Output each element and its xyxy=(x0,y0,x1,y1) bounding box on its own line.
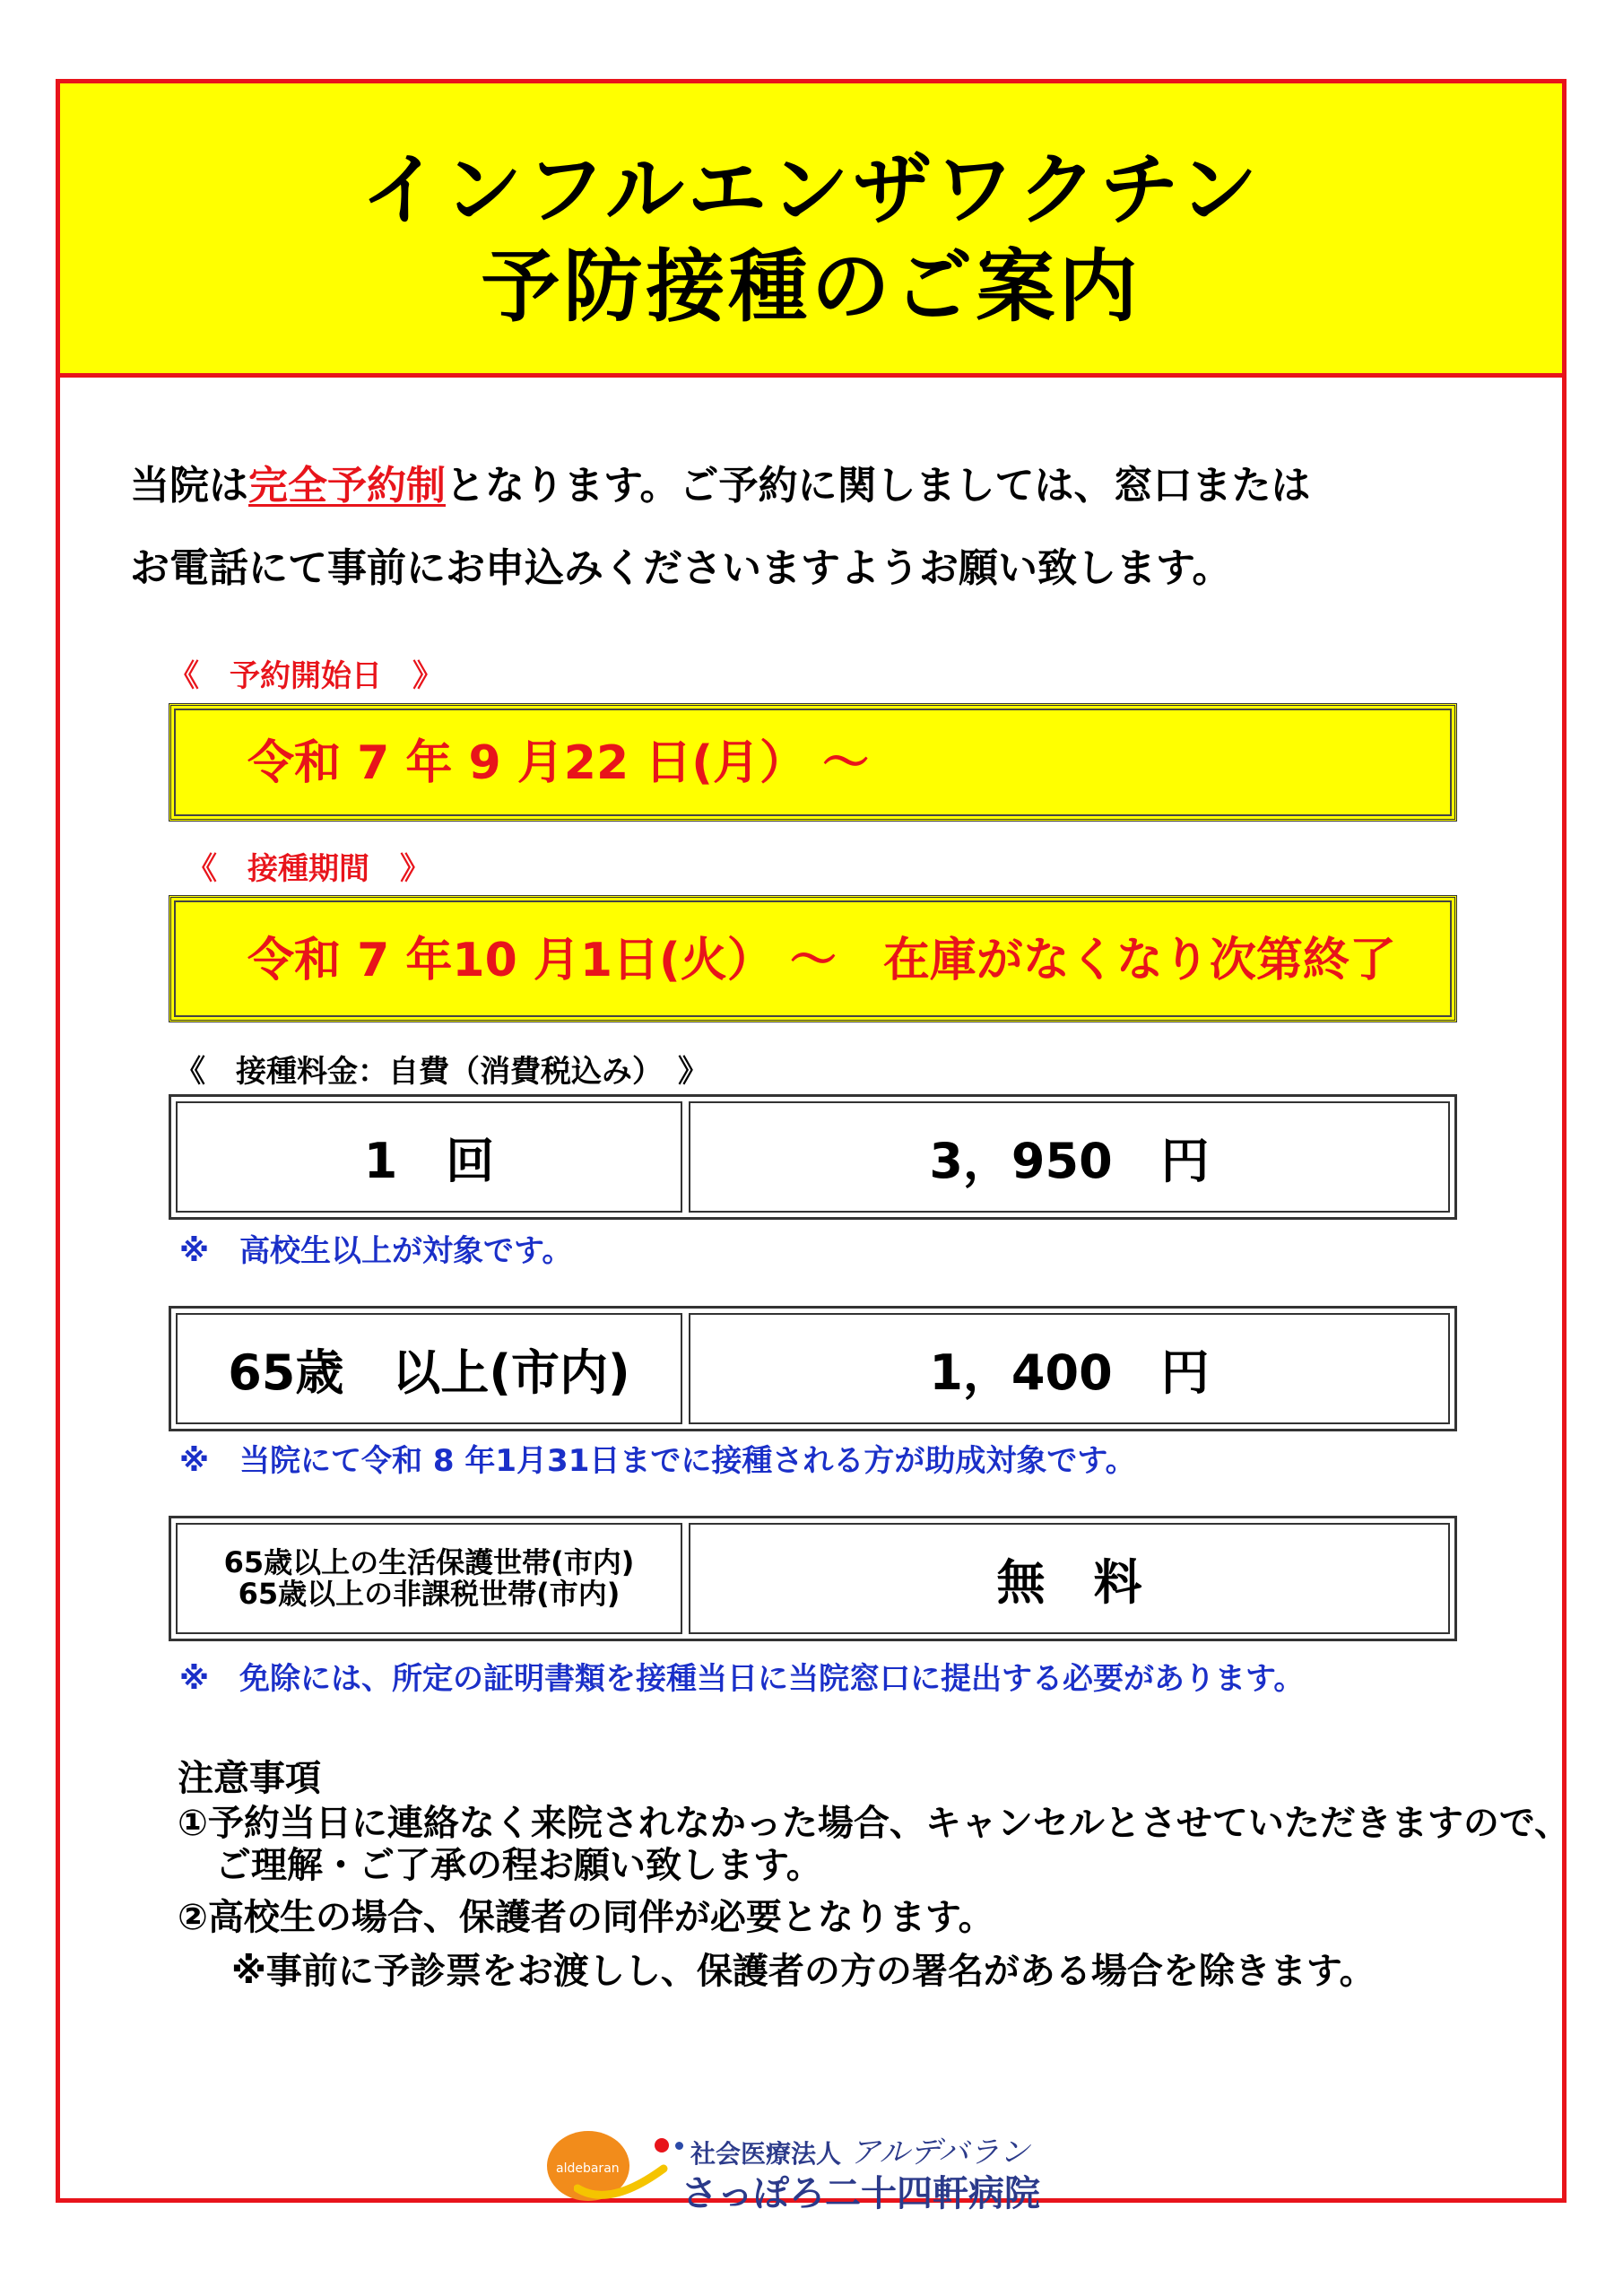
caution-item1-line2: ご理解・ご了承の程お願い致します。 xyxy=(215,1845,822,1886)
fee-row-senior-label: 65歳 以上(市内) xyxy=(176,1313,682,1424)
fee-row-senior xyxy=(169,1306,1457,1431)
reservation-box xyxy=(169,703,1457,822)
fee-row-general xyxy=(169,1094,1457,1220)
title-banner xyxy=(60,83,1562,378)
page-title-line2: 予防接種のご案内 xyxy=(481,240,1141,333)
caution-item2-line1: ②高校生の場合、保護者の同伴が必要となります。 xyxy=(178,1897,994,1938)
logo-corp-prefix: 社会医療法人 xyxy=(690,2139,842,2169)
page-title-line1: インフルエンザワクチン xyxy=(360,144,1262,236)
period-value: 令和 7 年10 月1日(火） ～ 在庫がなくなり次第終了 xyxy=(247,934,1396,987)
fee-row-exempt-label-line1: 65歳以上の生活保護世帯(市内) xyxy=(223,1544,635,1579)
intro-line1 xyxy=(130,463,1311,509)
logo-blue-dot-icon xyxy=(675,2142,683,2150)
hospital-logo xyxy=(547,2126,1121,2214)
logo-red-dot-icon xyxy=(655,2138,669,2152)
fees-label: 《 接種料金：自費（消費税込み） 》 xyxy=(175,1054,708,1090)
logo-hospital-name: さっぽろ二十四軒病院 xyxy=(681,2173,1040,2214)
fee-note-exempt: ※ 免除には、所定の証明書類を接種当日に当院窓口に提出する必要があります。 xyxy=(179,1661,1305,1697)
fee-note-general: ※ 高校生以上が対象です。 xyxy=(179,1233,573,1269)
logo-mark-text: aldebaran xyxy=(556,2161,620,2176)
period-box xyxy=(169,895,1457,1022)
caution-item2-line2: ※事前に予診票をお渡しし、保護者の方の署名がある場合を除きます。 xyxy=(231,1951,1376,1992)
intro-line2: お電話にて事前にお申込みくださいますようお願い致します。 xyxy=(130,545,1232,591)
intro-emphasis: 完全予約制 xyxy=(248,463,446,509)
intro-line1-before: 当院は xyxy=(130,463,248,509)
reservation-label: 《 予約開始日 》 xyxy=(169,658,443,694)
reservation-value: 令和 7 年 9 月22 日(月） ～ xyxy=(247,736,870,790)
intro-line1-after: となります。ご予約に関しましては、窓口または xyxy=(446,463,1311,509)
caution-heading: 注意事項 xyxy=(178,1758,321,1799)
fee-note-senior: ※ 当院にて令和 8 年1月31日までに接種される方が助成対象です。 xyxy=(179,1443,1136,1479)
fee-row-general-price: 3，950 円 xyxy=(689,1101,1450,1213)
logo-swoosh-icon xyxy=(574,2152,673,2206)
fee-row-exempt-label-line2: 65歳以上の非課税世帯(市内) xyxy=(238,1577,621,1611)
fee-row-general-label: 1 回 xyxy=(176,1101,682,1213)
caution-item1-line1: ①予約当日に連絡なく来院されなかった場合、キャンセルとさせていただきますので、 xyxy=(178,1803,1571,1844)
fee-row-exempt xyxy=(169,1516,1457,1641)
fee-row-senior-price: 1，400 円 xyxy=(689,1313,1450,1424)
logo-corp-name: アルデバラン xyxy=(849,2135,1030,2170)
fee-row-exempt-label xyxy=(176,1523,682,1634)
fee-row-exempt-price: 無 料 xyxy=(689,1523,1450,1634)
period-label: 《 接種期間 》 xyxy=(187,851,430,887)
